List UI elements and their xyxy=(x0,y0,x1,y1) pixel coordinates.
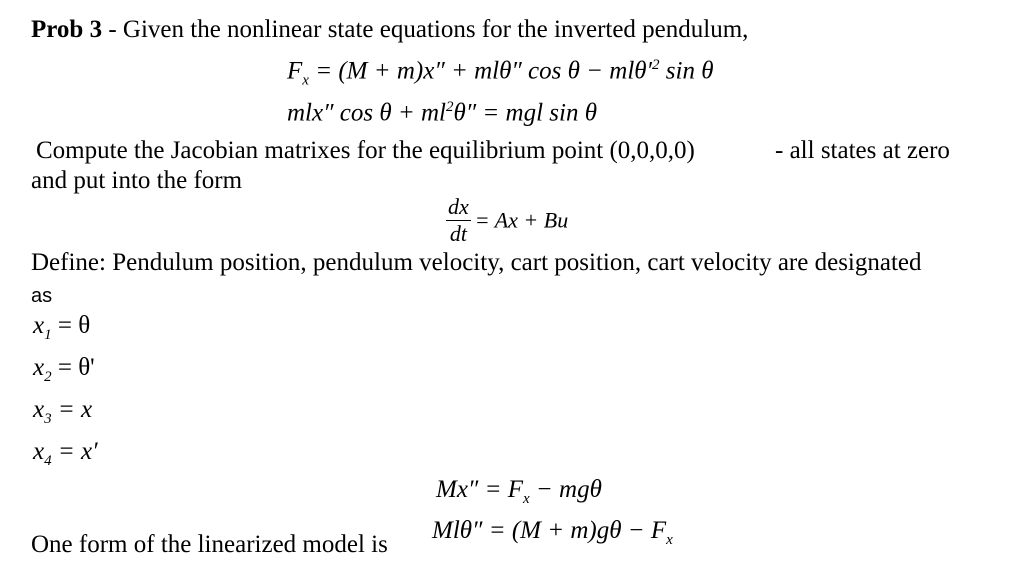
lin-eq1-b: − mgθ xyxy=(529,476,602,503)
state-rhs: = θ' xyxy=(57,354,95,381)
state-space-form xyxy=(446,194,568,247)
linearized-equation-1 xyxy=(436,476,602,508)
linearized-intro: One form of the linearized model is xyxy=(31,531,388,558)
lin-eq2-a: Mlθ″ = (M + m)gθ − F xyxy=(432,517,667,544)
eq2-b: θ″ = mgl sin θ xyxy=(453,99,598,127)
state-def-2 xyxy=(33,354,95,386)
state-def-3 xyxy=(33,396,92,428)
state-sub: 3 xyxy=(44,411,52,427)
derivative-fraction xyxy=(446,194,471,247)
eq2-sup: 2 xyxy=(445,99,454,115)
problem-intro: Given the nonlinear state equations for the inverted pendulum, xyxy=(122,16,749,43)
lin-eq1-sub: x xyxy=(522,491,530,507)
define-line-2: as xyxy=(31,285,53,307)
compute-line-2: and put into the form xyxy=(31,167,243,194)
problem-header xyxy=(31,16,748,44)
state-var: x xyxy=(33,354,45,381)
eq1-tail: sin θ xyxy=(659,57,714,85)
nonlinear-equation-1 xyxy=(287,57,714,89)
define-line-1: Define: Pendulum position, pendulum velocity, cart position, cart velocity are designated xyxy=(31,249,922,276)
form-rhs: = Ax + Bu xyxy=(474,207,569,233)
eq2-a: mlx″ cos θ + ml xyxy=(287,99,446,127)
compute-line xyxy=(36,137,695,165)
eq1-lhs-sub: x xyxy=(302,72,309,89)
linearized-equation-2 xyxy=(432,517,673,549)
state-rhs: = θ xyxy=(57,312,91,339)
eq1-rhs: = (M + m)x″ + mlθ″ cos θ − mlθ′ xyxy=(315,57,653,85)
state-rhs: = x′ xyxy=(57,438,98,465)
state-def-1 xyxy=(33,312,90,344)
problem-separator: - xyxy=(102,16,123,43)
nonlinear-equation-2 xyxy=(287,99,597,127)
state-sub: 4 xyxy=(44,453,52,469)
state-sub: 2 xyxy=(44,369,52,385)
compute-note: - all states at zero xyxy=(775,137,950,164)
problem-label: Prob 3 xyxy=(31,16,103,43)
state-var: x xyxy=(33,396,45,423)
lin-eq1-a: Mx″ = F xyxy=(436,476,523,503)
eq1-lhs: F xyxy=(287,57,303,85)
state-sub: 1 xyxy=(44,327,52,343)
state-rhs: = x xyxy=(57,396,93,423)
state-var: x xyxy=(33,312,45,339)
state-def-4 xyxy=(33,438,98,470)
eq1-sup: 2 xyxy=(652,57,660,73)
fraction-numerator: dx xyxy=(448,194,469,219)
fraction-denominator: dt xyxy=(449,221,467,246)
compute-text: Compute the Jacobian matrixes for the equilibrium point (0,0,0,0) xyxy=(36,137,695,164)
lin-eq2-sub: x xyxy=(666,532,673,548)
state-var: x xyxy=(33,438,45,465)
